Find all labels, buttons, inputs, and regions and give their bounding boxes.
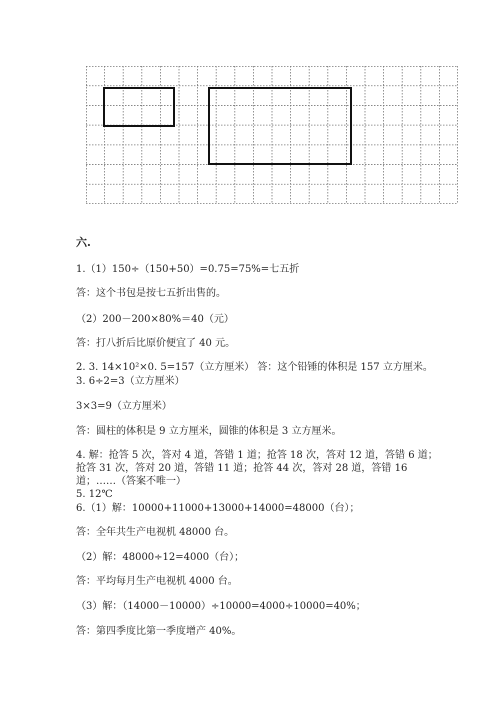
- grid-figure: [86, 66, 458, 204]
- answer-line-7: 3×3=9（立方厘米）: [76, 401, 172, 412]
- answer-line-1: 1.（1）150÷（150+50）=0.75=75%=七五折: [76, 264, 300, 275]
- answer-line-5: 2. 3. 14×10²×0. 5=157（立方厘米） 答：这个铅锤的体积是 157 立方厘米。: [76, 362, 433, 373]
- answer-line-14: 答：全年共生产电视机 48000 台。: [76, 527, 235, 538]
- answer-line-16: 答：平均每月生产电视机 4000 台。: [76, 576, 238, 587]
- answer-line-15: （2）解：48000÷12=4000（台）；: [76, 552, 245, 563]
- answer-line-8: 答：圆柱的体积是 9 立方厘米，圆锥的体积是 3 立方厘米。: [76, 426, 342, 437]
- answer-line-11: 道；……（答案不唯一）: [76, 476, 186, 487]
- answer-line-10: 抢答 31 次，答对 20 道，答错 11 道；抢答 44 次，答对 28 道，答错 16: [76, 463, 408, 474]
- answer-line-12: 5. 12℃: [76, 489, 113, 500]
- answer-line-9: 4. 解：抢答 5 次，答对 4 道，答错 1 道；抢答 18 次，答对 12 道，答错 6 道；: [76, 450, 438, 461]
- answer-line-2: 答：这个书包是按七五折出售的。: [76, 288, 226, 299]
- large-rectangle: [209, 88, 351, 164]
- answer-line-13: 6.（1）解：10000+11000+13000+14000=48000（台）；: [76, 503, 360, 514]
- answer-line-4: 答：打八折后比原价便宜了 40 元。: [76, 338, 236, 349]
- grid-svg: [86, 66, 458, 204]
- answer-line-18: 答：第四季度比第一季度增产 40%。: [76, 626, 242, 637]
- small-rectangle: [104, 88, 174, 126]
- section-heading: 六.: [76, 236, 91, 249]
- answer-line-6: 3. 6÷2=3（立方厘米）: [76, 376, 185, 387]
- answer-line-17: （3）解：（14000－10000）÷10000=4000÷10000=40%；: [76, 601, 366, 612]
- answer-line-3: （2）200－200×80%＝40（元）: [76, 314, 234, 325]
